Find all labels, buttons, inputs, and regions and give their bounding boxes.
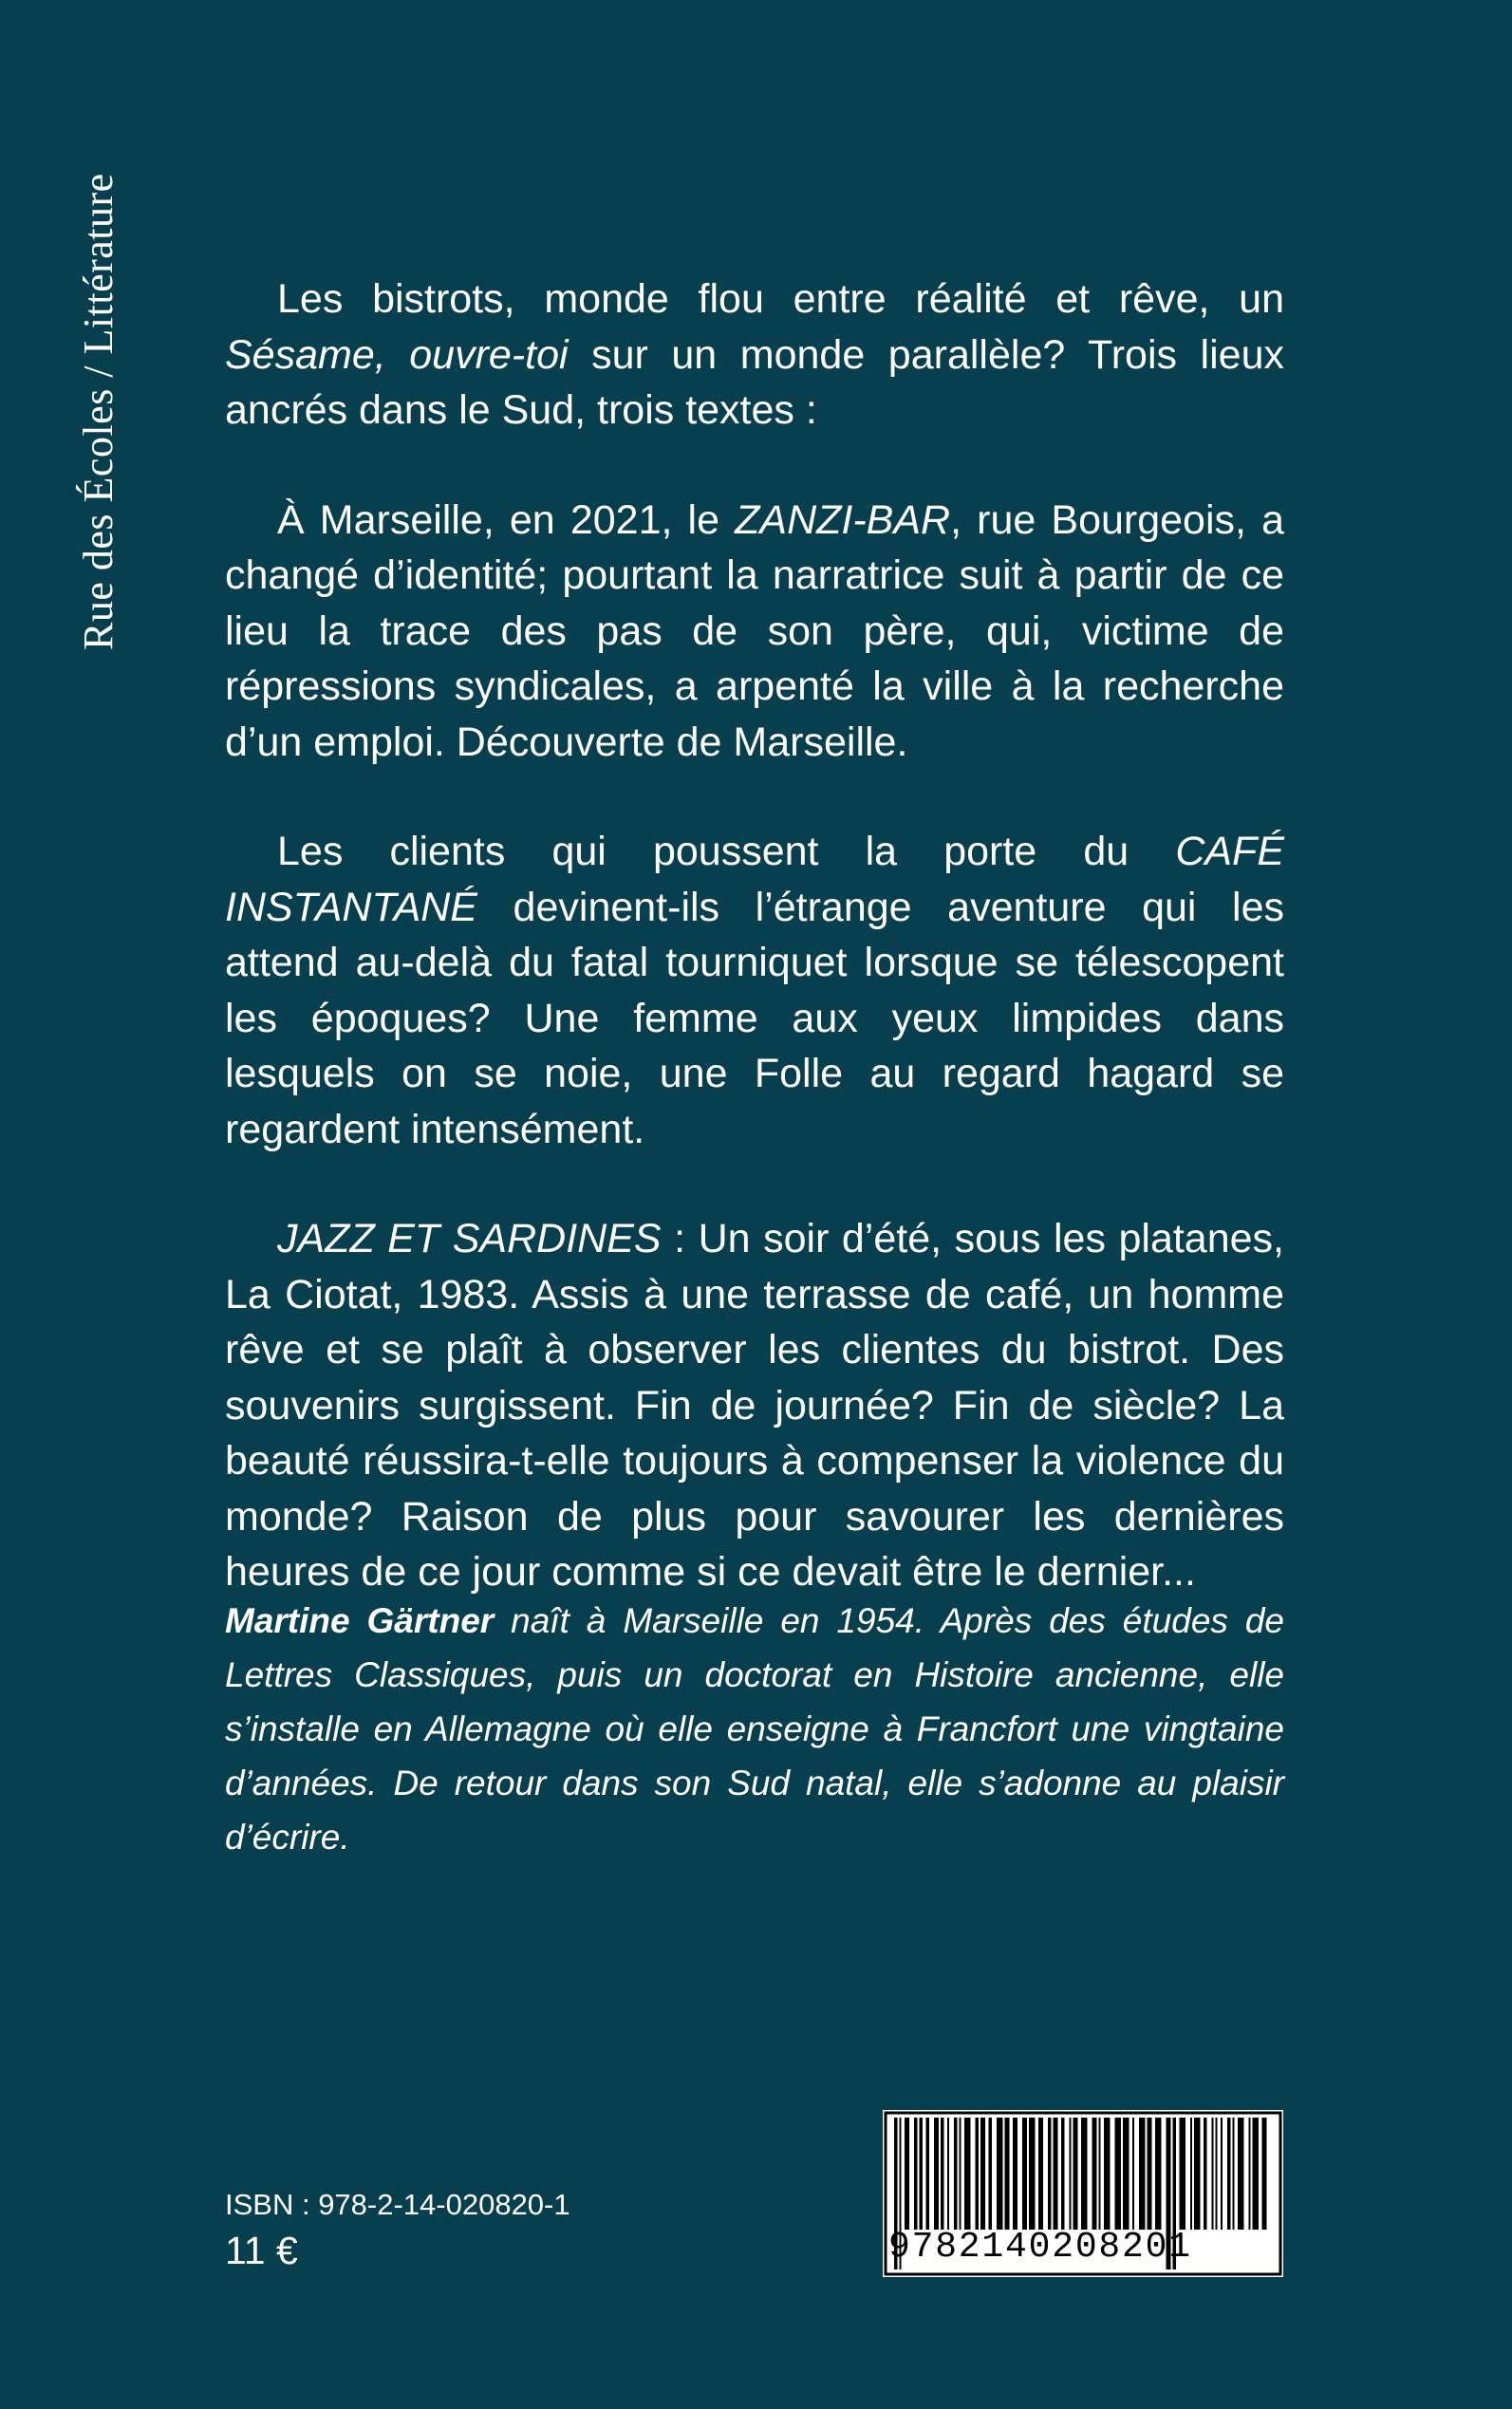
author-bio [225,1594,1284,1864]
blurb-p3-text-b: devinent-ils l’étrange aventure qui les attend au-delà du fatal tourniquet lorsque se télescopent les époques? Une femme aux yeux limpides dans lesquels on se noie, une Folle au regard hagard se regardent intensément. [225,884,1284,1152]
back-cover-blurb [225,271,1284,1654]
barcode-bar [905,2118,909,2230]
barcode-bar [1070,2118,1072,2230]
barcode-bar [1115,2118,1122,2230]
barcode-bar [989,2118,993,2230]
barcode-bar [964,2118,971,2230]
barcode-bar [1013,2118,1017,2230]
barcode-bar [1038,2118,1043,2230]
barcode-bar [947,2118,949,2230]
barcode-bar [926,2118,930,2230]
blurb-paragraph-3 [225,824,1284,1157]
blurb-p3-text-a: Les clients qui poussent la porte du [277,829,1176,874]
barcode-bar [1204,2118,1207,2230]
blurb-p2-italic: ZANZI-BAR [735,496,951,543]
barcode-bar [1132,2118,1134,2230]
barcode-bar [1180,2118,1186,2230]
blurb-p2-text-b: , rue Bourgeois, a changé d’identité; pourtant la narratrice suit à partir de ce lieu la trace des pas de son père, qui, victime de répressions syndicales, a arpenté la ville à la recherche d’un emploi. Découverte de Marseille. [225,496,1284,765]
barcode-bar [914,2118,918,2230]
barcode-bar [1216,2118,1218,2230]
author-bio-text: naît à Marseille en 1954. Après des études de Lettres Classiques, puis un doctorat en Histoire ancienne, elle s’installe en Allemagne où elle enseigne à Francfort une vingtaine d’années. De retour dans son Sud natal, elle s’adonne au plaisir d’écrire. [225,1601,1284,1857]
barcode-bar [1092,2118,1097,2230]
barcode-bar [1139,2118,1146,2230]
barcode-bar [1099,2118,1101,2230]
barcode-bar [1262,2118,1267,2230]
barcode-bar [997,2118,1003,2230]
barcode-bar [960,2118,961,2230]
author-name: Martine Gärtner [225,1601,495,1640]
barcode-bar [1048,2118,1052,2230]
blurb-paragraph-4 [225,1211,1284,1600]
blurb-p1-text-b: sur un monde parallèle? Trois lieux ancrés dans le Sud, trois textes : [225,331,1284,433]
barcode-bar [1061,2118,1065,2230]
barcode-bar [1005,2118,1010,2230]
blurb-paragraph-2 [225,493,1284,771]
blurb-p2-text-a: À Marseille, en 2021, le [277,496,736,543]
isbn-label: ISBN : 978-2-14-020820-1 [225,2188,570,2221]
barcode-bar [1190,2118,1192,2230]
barcode [883,2110,1283,2277]
barcode-bar [1155,2118,1162,2230]
barcode-bar [1073,2118,1078,2230]
blurb-p4-text-b: : Un soir d’été, sous les platanes, La Ciotat, 1983. Assis à une terrasse de café, un homme rêve et se plaît à observer les clientes du bistrot. Des souvenirs surgissent. Fin de journée? Fin de siècle? La beauté réussira-t-elle toujours à compenser la violence du monde? Raison de plus pour savourer les dernières heures de ce jour comme si ce devait être le dernier... [225,1216,1284,1595]
blurb-p4-italic: JAZZ ET SARDINES [277,1216,662,1261]
barcode-bar [980,2118,985,2230]
blurb-p3-italic: CAFÉ INSTANTANÉ [225,829,1284,930]
barcode-bar [934,2118,939,2230]
barcode-bar [1123,2118,1129,2230]
barcode-bar [1253,2118,1260,2230]
barcode-bar [1233,2118,1235,2230]
barcode-bar [1081,2118,1088,2230]
barcode-bar [1022,2118,1027,2230]
barcode-bar [1104,2118,1111,2230]
barcode-bar [954,2118,958,2230]
barcode-bar [1029,2118,1036,2230]
blurb-p1-text-a: Les bistrots, monde flou entre réalité et rêve, un [277,276,1284,322]
barcode-digits: 9782140208201 [888,2227,1192,2268]
price-label: 11 € [225,2229,298,2272]
barcode-bar [1212,2118,1214,2230]
barcode-bar [941,2118,944,2230]
spine-title: Rue des Écoles / Littérature [75,173,121,650]
blurb-paragraph-1 [225,271,1284,439]
barcode-bar [976,2118,980,2230]
barcode-bar [920,2118,924,2230]
barcode-bar [1238,2118,1244,2230]
barcode-bar [1249,2118,1251,2230]
blurb-p1-italic: Sésame, ouvre-toi [225,331,569,378]
barcode-bar [1227,2118,1231,2230]
barcode-bar [1194,2118,1201,2230]
barcode-bar [1221,2118,1223,2230]
barcode-bar [1054,2118,1058,2230]
barcode-bar [1148,2118,1152,2230]
